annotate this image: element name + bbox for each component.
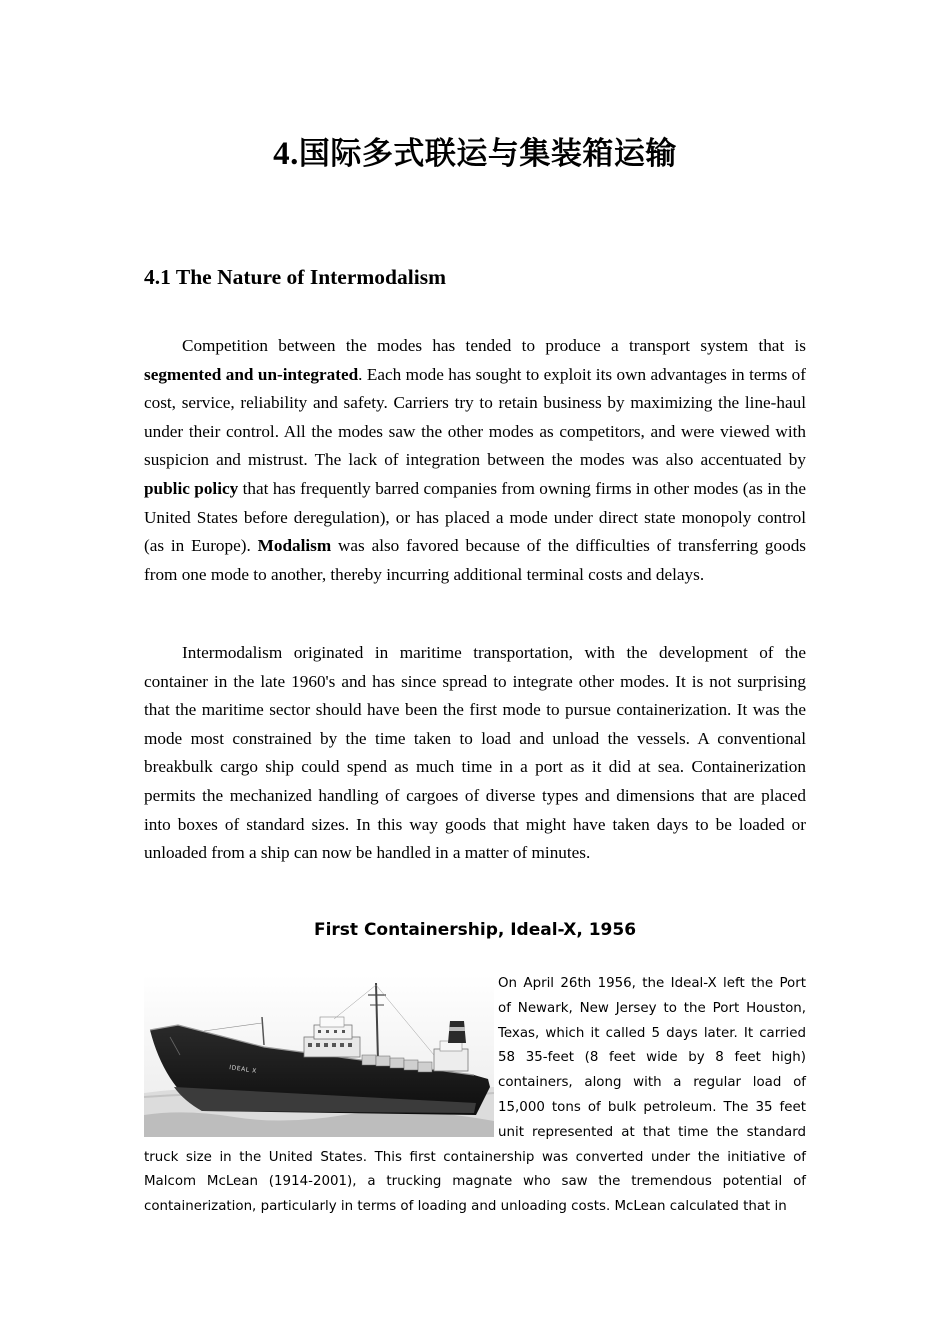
p1-bold-public-policy: public policy (144, 478, 239, 498)
figure-title: First Containership, Ideal-X, 1956 (313, 920, 637, 940)
p1-bold-modalism: Modalism (257, 536, 332, 556)
p1-text-4: was also favored because of the difficulties of transferring goods from one mode to another, thereby incurring additional terminal costs and delays. (144, 536, 806, 584)
p1-bold-segmented: segmented and un-integrated (144, 364, 359, 384)
p1-text-3: that has frequently barred companies from owning firms in other modes (as in the United States before deregulation), or has placed a mode under direct state monopoly control (as in Europe). (144, 478, 806, 556)
figure-block (144, 972, 806, 1220)
figure-caption: On April 26th 1956, the Ideal-X left the Port of Newark, New Jersey to the Port Houston, Texas, which it called 5 days later. It carried 58 35-feet (8 feet wide by 8 feet high) containers, along with a regular load of 15,000 tons of bulk petroleum. The 35 feet unit represented at that time the standard truck size in the United States. This first containership was converted under the initiative of Malcom McLean (1914-2001), a trucking magnate who saw the tremendous potential of containerization, particularly in terms of loading and unloading costs. McLean calculated that in (144, 976, 806, 1215)
section-heading: 4.1 The Nature of Intermodalism (144, 265, 446, 289)
p1-text-2: . Each mode has sought to exploit its own advantages in terms of cost, service, reliability and safety. Carriers try to retain business by maximizing the line-haul under their control. All the modes saw the other modes as competitors, and were viewed with suspicion and mistrust. The lack of integration between the modes was also accentuated by (144, 364, 806, 470)
paragraph-1 (144, 332, 806, 589)
chapter-title (0, 128, 950, 173)
chapter-title-text: 国际多式联运与集装箱运输 (298, 136, 677, 172)
chapter-number: 4. (273, 136, 299, 172)
ship-photo (144, 975, 494, 1137)
paragraph-2: Intermodalism originated in maritime transportation, with the development of the container in the late 1960's and has since spread to integrate other modes. It is not surprising that the maritime sector should have been the first mode to pursue containerization. It was the mode most constrained by the time taken to load and unload the vessels. A conventional breakbulk cargo ship could spend as much time in a port as it did at sea. Containerization permits the mechanized handling of cargoes of diverse types and dimensions that are placed into boxes of standard sizes. In this way goods that might have taken days to be loaded or unloaded from a ship can now be handled in a matter of minutes. (144, 643, 806, 863)
hull-name: IDEAL X (228, 1064, 258, 1075)
p1-text-1: Competition between the modes has tended to produce a transport system that is (182, 336, 806, 355)
